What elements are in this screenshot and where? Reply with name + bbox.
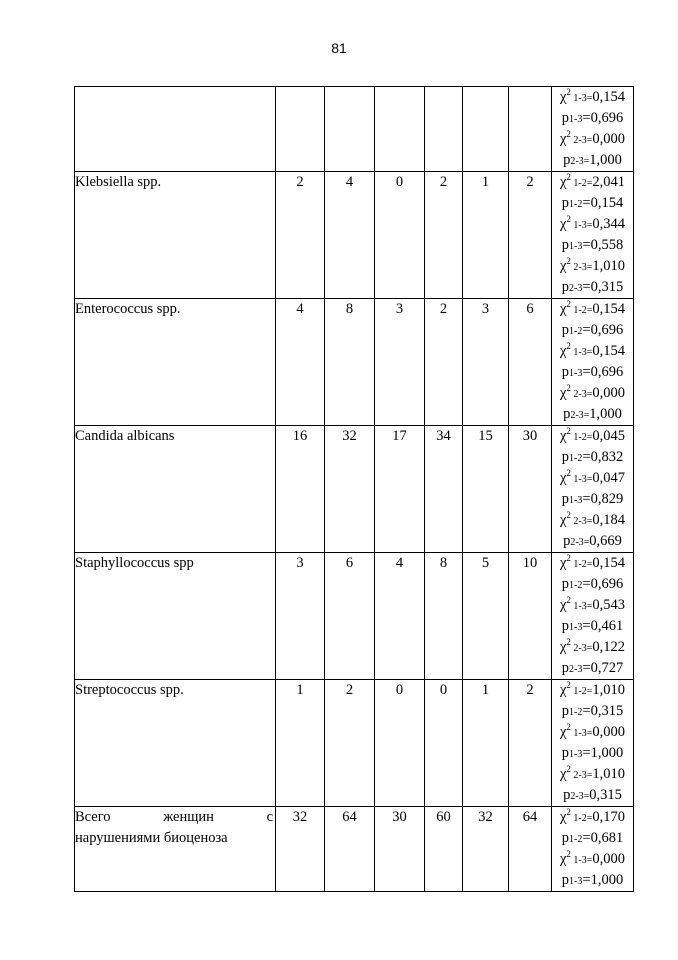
stat-symbol: χ: [559, 809, 567, 825]
stat-value: 1,010: [592, 258, 626, 274]
stat-subscript: 1-3: [569, 495, 583, 506]
stat-symbol: p: [561, 449, 570, 465]
stat-subscript: 1-3=: [570, 347, 593, 358]
value-cell: 64: [509, 807, 552, 892]
stat-value: 0,154: [592, 343, 626, 359]
row-name: Streptococcus spp.: [75, 682, 184, 698]
stat-symbol: χ: [559, 258, 567, 274]
row-name-cell: [75, 553, 276, 680]
stat-subscript: 1-3=: [570, 728, 593, 739]
value-cell: 30: [375, 807, 425, 892]
stat-symbol: χ: [559, 470, 567, 486]
stats-cell: [552, 426, 634, 553]
stats-cell: [552, 553, 634, 680]
stat-symbol: p: [561, 872, 570, 888]
stat-line: [552, 341, 633, 362]
value-cell: 17: [375, 426, 425, 553]
stat-superscript: 2: [566, 764, 571, 774]
stat-symbol: χ: [559, 343, 567, 359]
stat-line: [552, 680, 633, 701]
stat-symbol: p: [563, 406, 571, 422]
stat-symbol: χ: [559, 512, 567, 528]
stat-value: =1,000: [582, 872, 624, 888]
value-cell: 4: [325, 172, 375, 299]
stat-line: [552, 235, 633, 256]
stat-value: 0,184: [592, 512, 626, 528]
stat-subscript: 1-3: [569, 622, 583, 633]
value-cell: 60: [425, 807, 463, 892]
stat-line: [552, 447, 633, 468]
table-row: [75, 807, 634, 892]
stat-line: [552, 172, 633, 193]
stat-superscript: 2: [566, 807, 571, 817]
stat-symbol: χ: [559, 597, 567, 613]
stat-subscript: 2-3: [569, 283, 583, 294]
stat-superscript: 2: [566, 849, 571, 859]
value-cell: 2: [276, 172, 325, 299]
stat-value: =0,832: [582, 449, 624, 465]
stat-value: 0,154: [592, 555, 626, 571]
stat-value: 0,047: [592, 470, 626, 486]
stat-symbol: χ: [559, 428, 567, 444]
stat-value: =0,696: [582, 322, 624, 338]
stat-line: [552, 574, 633, 595]
stat-superscript: 2: [566, 595, 571, 605]
row-name-cell: [75, 299, 276, 426]
stat-symbol: χ: [559, 682, 567, 698]
value-cell: 2: [325, 680, 375, 807]
stat-superscript: 2: [566, 383, 571, 393]
stat-symbol: χ: [559, 301, 567, 317]
stat-line: [552, 722, 633, 743]
stat-subscript: 1-3=: [570, 93, 593, 104]
stat-line: [552, 658, 633, 679]
stat-subscript: 2-3: [569, 664, 583, 675]
stat-subscript: 2-3=: [570, 262, 593, 273]
stat-subscript: 1-2: [569, 326, 583, 337]
stat-line: [552, 553, 633, 574]
stat-symbol: p: [561, 237, 570, 253]
row-name: Enterococcus spp.: [75, 301, 181, 317]
stat-line: [552, 468, 633, 489]
stats-cell: [552, 87, 634, 172]
value-cell: 16: [276, 426, 325, 553]
value-cell: 32: [276, 807, 325, 892]
stat-subscript: 1-2=: [570, 305, 593, 316]
stat-line: [552, 616, 633, 637]
stat-symbol: p: [561, 364, 570, 380]
stat-subscript: 2-3=: [570, 643, 593, 654]
stat-superscript: 2: [566, 129, 571, 139]
stat-subscript: 2-3=: [570, 516, 593, 527]
table-row: [75, 426, 634, 553]
row-name-line2: нарушениями биоценоза: [75, 830, 228, 846]
stat-line: [552, 828, 633, 849]
stat-value: 0,000: [592, 385, 626, 401]
stat-value: 1,010: [592, 766, 626, 782]
stat-value: =0,461: [582, 618, 624, 634]
value-cell: 4: [276, 299, 325, 426]
stat-symbol: χ: [559, 385, 567, 401]
stat-symbol: χ: [559, 639, 567, 655]
stat-subscript: 2-3=: [570, 791, 590, 802]
stat-subscript: 1-2=: [570, 432, 593, 443]
stat-subscript: 1-2=: [570, 686, 593, 697]
value-cell: 1: [463, 680, 509, 807]
stat-value: 0,000: [592, 851, 626, 867]
stat-line: [552, 785, 633, 806]
stat-subscript: 1-2=: [570, 559, 593, 570]
stat-line: [552, 404, 633, 425]
value-cell: 0: [375, 172, 425, 299]
stat-symbol: χ: [559, 555, 567, 571]
stat-value: 0,315: [589, 787, 622, 803]
stat-superscript: 2: [566, 722, 571, 732]
stat-value: 1,000: [589, 152, 622, 168]
stat-line: [552, 193, 633, 214]
row-name: Candida albicans: [75, 428, 175, 444]
stat-value: =0,315: [582, 279, 624, 295]
stat-symbol: p: [561, 576, 570, 592]
stat-symbol: p: [561, 830, 570, 846]
value-cell: 64: [325, 807, 375, 892]
value-cell: 32: [325, 426, 375, 553]
stat-superscript: 2: [566, 341, 571, 351]
stat-line: [552, 320, 633, 341]
value-cell: 2: [425, 172, 463, 299]
stat-symbol: χ: [559, 216, 567, 232]
value-cell: 2: [509, 172, 552, 299]
stat-value: 0,669: [589, 533, 622, 549]
stat-subscript: 1-3=: [570, 601, 593, 612]
stat-line: [552, 489, 633, 510]
stat-symbol: p: [561, 322, 570, 338]
stat-line: [552, 214, 633, 235]
value-cell: 5: [463, 553, 509, 680]
stat-symbol: p: [561, 195, 570, 211]
value-cell: 1: [463, 172, 509, 299]
row-name-cell: [75, 807, 276, 892]
stat-value: 0,154: [592, 89, 626, 105]
value-cell: [509, 87, 552, 172]
stat-superscript: 2: [566, 256, 571, 266]
table-row: [75, 680, 634, 807]
stat-line: [552, 807, 633, 828]
stat-value: 2,041: [592, 174, 626, 190]
stat-subscript: 2-3=: [570, 770, 593, 781]
stat-value: =0,315: [582, 703, 624, 719]
stat-symbol: p: [563, 787, 571, 803]
stat-subscript: 1-2: [569, 199, 583, 210]
stat-subscript: 1-2: [569, 834, 583, 845]
row-name-cell: [75, 426, 276, 553]
value-cell: [325, 87, 375, 172]
value-cell: 2: [509, 680, 552, 807]
value-cell: 2: [425, 299, 463, 426]
value-cell: 32: [463, 807, 509, 892]
stat-line: [552, 362, 633, 383]
stat-line: [552, 637, 633, 658]
stat-symbol: χ: [559, 174, 567, 190]
stat-symbol: χ: [559, 724, 567, 740]
stat-value: =1,000: [582, 745, 624, 761]
stat-symbol: p: [561, 618, 570, 634]
stats-cell: [552, 299, 634, 426]
stat-subscript: 1-3=: [570, 220, 593, 231]
stat-subscript: 1-2=: [570, 178, 593, 189]
stat-line: [552, 150, 633, 171]
stat-value: 0,154: [592, 301, 626, 317]
stat-symbol: p: [561, 279, 570, 295]
stat-superscript: 2: [566, 214, 571, 224]
row-name-word: Всего: [75, 809, 111, 825]
value-cell: 6: [325, 553, 375, 680]
value-cell: 3: [375, 299, 425, 426]
stat-symbol: p: [563, 152, 571, 168]
table-row: [75, 172, 634, 299]
value-cell: 15: [463, 426, 509, 553]
stat-superscript: 2: [566, 680, 571, 690]
stat-line: [552, 849, 633, 870]
value-cell: 0: [375, 680, 425, 807]
stat-value: 1,010: [592, 682, 626, 698]
stat-value: =0,727: [582, 660, 624, 676]
stat-symbol: p: [563, 533, 571, 549]
stat-value: =0,154: [582, 195, 624, 211]
stat-line: [552, 108, 633, 129]
value-cell: 10: [509, 553, 552, 680]
stat-subscript: 2-3=: [570, 156, 590, 167]
row-name-cell: [75, 680, 276, 807]
stat-subscript: 1-3: [569, 876, 583, 887]
table-row: [75, 553, 634, 680]
stat-line: [552, 531, 633, 552]
stat-superscript: 2: [566, 468, 571, 478]
stat-value: =0,696: [582, 110, 624, 126]
value-cell: 0: [425, 680, 463, 807]
stat-subscript: 1-3: [569, 368, 583, 379]
stat-value: 0,344: [592, 216, 626, 232]
stat-superscript: 2: [566, 426, 571, 436]
value-cell: 8: [425, 553, 463, 680]
value-cell: 8: [325, 299, 375, 426]
stat-symbol: χ: [559, 89, 567, 105]
value-cell: [463, 87, 509, 172]
stat-value: =0,829: [582, 491, 624, 507]
stat-line: [552, 743, 633, 764]
stat-value: =0,696: [582, 576, 624, 592]
stat-value: 0,543: [592, 597, 626, 613]
value-cell: 30: [509, 426, 552, 553]
stat-superscript: 2: [566, 299, 571, 309]
stat-line: [552, 764, 633, 785]
value-cell: 6: [509, 299, 552, 426]
stat-subscript: 2-3=: [570, 410, 590, 421]
stat-symbol: p: [561, 110, 570, 126]
stat-subscript: 1-2: [569, 707, 583, 718]
stat-value: 0,170: [592, 809, 626, 825]
stat-subscript: 1-2: [569, 453, 583, 464]
row-name-word: с: [266, 809, 273, 825]
stat-line: [552, 510, 633, 531]
stat-subscript: 2-3=: [570, 135, 593, 146]
page-number: 81: [331, 40, 347, 56]
stats-cell: [552, 680, 634, 807]
stat-line: [552, 870, 633, 891]
row-name: Klebsiella spp.: [75, 174, 162, 190]
row-name-cell: [75, 87, 276, 172]
stat-value: 0,000: [592, 131, 626, 147]
stat-superscript: 2: [566, 637, 571, 647]
stat-symbol: χ: [559, 851, 567, 867]
stat-value: 0,000: [592, 724, 626, 740]
stat-symbol: p: [561, 703, 570, 719]
stat-value: =0,696: [582, 364, 624, 380]
stats-cell: [552, 807, 634, 892]
stat-line: [552, 383, 633, 404]
stat-value: =0,558: [582, 237, 624, 253]
stat-line: [552, 595, 633, 616]
value-cell: [425, 87, 463, 172]
stat-symbol: p: [561, 745, 570, 761]
stat-line: [552, 701, 633, 722]
value-cell: [276, 87, 325, 172]
stat-value: 0,122: [592, 639, 626, 655]
stat-line: [552, 299, 633, 320]
stat-symbol: p: [561, 660, 570, 676]
stat-line: [552, 87, 633, 108]
row-name: Staphyllococcus spp: [75, 555, 194, 571]
stat-superscript: 2: [566, 87, 571, 97]
stat-subscript: 1-2: [569, 580, 583, 591]
table-row: [75, 87, 634, 172]
stat-subscript: 1-3: [569, 241, 583, 252]
value-cell: 34: [425, 426, 463, 553]
value-cell: 1: [276, 680, 325, 807]
stat-subscript: 2-3=: [570, 389, 593, 400]
stat-line: [552, 129, 633, 150]
stat-symbol: χ: [559, 766, 567, 782]
stat-symbol: p: [561, 491, 570, 507]
stat-symbol: χ: [559, 131, 567, 147]
stat-line: [552, 256, 633, 277]
table-row: [75, 299, 634, 426]
row-name-line1: [75, 807, 275, 828]
stat-superscript: 2: [566, 553, 571, 563]
stat-superscript: 2: [566, 510, 571, 520]
stat-value: 1,000: [589, 406, 622, 422]
stat-subscript: 1-3=: [570, 474, 593, 485]
stat-value: 0,045: [592, 428, 626, 444]
row-name-word: женщин: [163, 809, 214, 825]
stat-subscript: 1-3=: [570, 855, 593, 866]
stat-subscript: 1-3: [569, 114, 583, 125]
stat-line: [552, 426, 633, 447]
stat-subscript: 1-3: [569, 749, 583, 760]
stat-line: [552, 277, 633, 298]
stat-superscript: 2: [566, 172, 571, 182]
stat-subscript: 1-2=: [570, 813, 593, 824]
stats-cell: [552, 172, 634, 299]
value-cell: [375, 87, 425, 172]
data-table: [74, 86, 634, 892]
value-cell: 3: [463, 299, 509, 426]
row-name-cell: [75, 172, 276, 299]
value-cell: 4: [375, 553, 425, 680]
stat-subscript: 2-3=: [570, 537, 590, 548]
value-cell: 3: [276, 553, 325, 680]
stat-value: =0,681: [582, 830, 624, 846]
